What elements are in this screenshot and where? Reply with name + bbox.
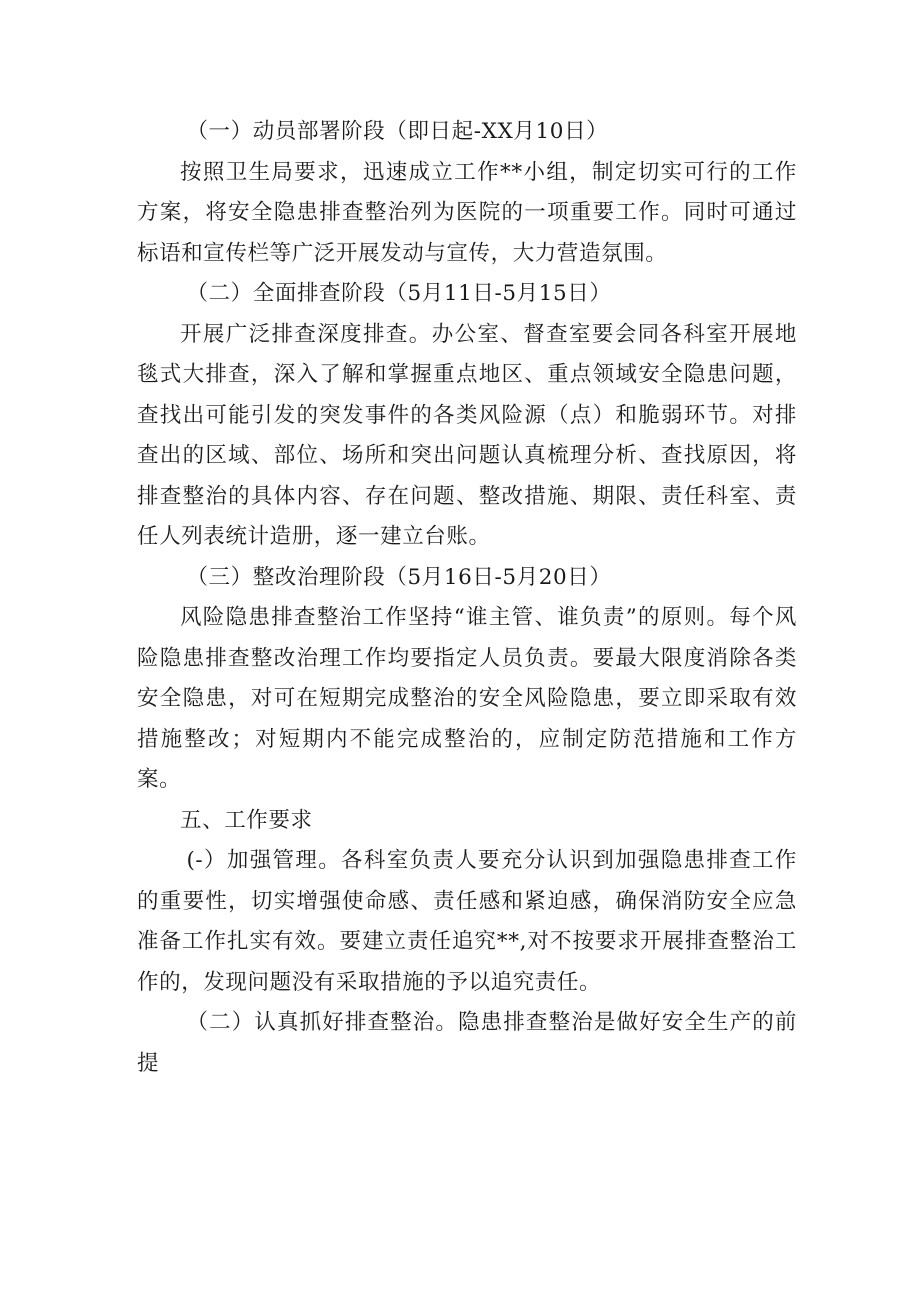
paragraph-inspection: 开展广泛排查深度排查。办公室、督查室要会同各科室开展地毯式大排查，深入了解和掌握重点地区、重点领域安全隐患问题，查找出可能引发的突发事件的各类风险源（点）和脆弱环节。对排查出的区域、部位、场所和突出问题认真梳理分析、查找原因，将排查整治的具体内容、存在问题、整改措施、期限、责任科室、责任人列表统计造册，逐一建立台账。 [137, 321, 797, 549]
paragraph-rectification: 风险隐患排查整治工作坚持“谁主管、谁负责”的原则。每个风险隐患排查整改治理工作均要指定人员负责。要最大限度消除各类安全隐患，对可在短期完成整治的安全风险隐患，要立即采取有效措施整改；对短期内不能完成整治的，应制定防范措施和工作方案。 [137, 605, 797, 792]
section-heading-inspection: （二）全面排查阶段（5月11日-5月15日） [186, 281, 612, 306]
document-body [137, 112, 797, 1084]
section-heading-requirements: 五、工作要求 [180, 807, 313, 833]
paragraph-management: (-）加强管理。各科室负责人要充分认识到加强隐患排查工作的重要性，切实增强使命感、责任感和紧迫感，确保消防安全应急准备工作扎实有效。要建立责任追究**,对不按要求开展排查整治工作的，发现问题没有采取措施的予以追究责任。 [137, 848, 797, 995]
paragraph-mobilization: 按照卫生局要求，迅速成立工作**小组，制定切实可行的工作方案，将安全隐患排查整治列为医院的一项重要工作。同时可通过标语和宣传栏等广泛开展发动与宣传，大力营造氛围。 [137, 159, 797, 266]
paragraph-rectification-work: （二）认真抓好排查整治。隐患排查整治是做好安全生产的前提 [137, 1010, 797, 1076]
section-heading-rectification: （三）整改治理阶段（5月16日-5月20日） [186, 564, 612, 590]
section-heading-mobilization: （一）动员部署阶段（即日起-XX月10日） [186, 119, 609, 144]
